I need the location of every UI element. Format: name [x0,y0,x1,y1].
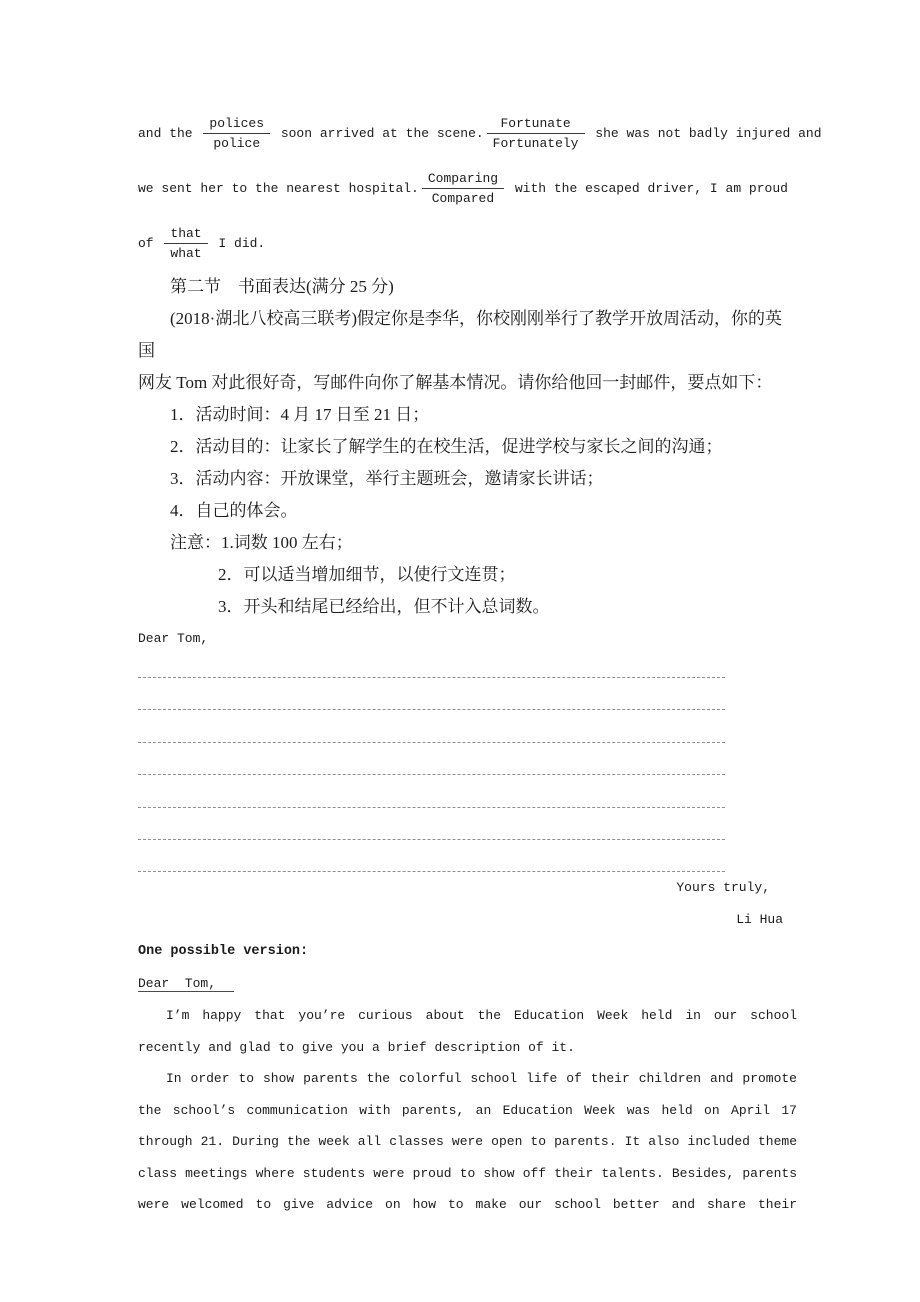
sample-essay-line: I’m happy that you’re curious about the Education Week held in our school [166,1008,797,1024]
writing-line[interactable] [138,775,725,807]
option-top: polices [203,116,270,134]
section-heading: 第二节 书面表达(满分 25 分) [170,277,394,296]
sample-salutation [138,968,797,1000]
grammar-correction-section [138,106,822,271]
correction-text: and the [138,126,201,141]
correction-text: soon arrived at the scene. [273,126,484,141]
correction-row [138,216,797,271]
word-choice-fraction [487,116,585,151]
writing-line[interactable] [138,710,725,742]
correction-text: I did. [210,236,266,251]
note-line: 3．开头和结尾已经给出，但不计入总词数。 [218,597,550,616]
correction-row [138,106,822,161]
sample-essay-line: class meetings where students were proud to show off their talents. Besides, parents [138,1165,797,1181]
letter-salutation: Dear Tom, [138,631,209,646]
correction-text: she was not badly injured and [587,126,822,141]
note-line: 注意：1.词数 100 左右； [170,533,353,552]
sample-answer-heading: One possible version: [138,944,309,960]
sample-salutation-text: Dear Tom, [138,976,234,992]
prompt-line: (2018·湖北八校高三联考)假定你是李华，你校刚刚举行了教学开放周活动，你的英国 [138,309,782,360]
writing-line[interactable] [138,678,725,710]
option-bottom: Fortunately [492,136,579,151]
correction-text: with the escaped driver, I am proud [507,181,788,196]
letter-signature: Li Hua [736,912,783,928]
answer-writing-area [138,655,725,872]
sample-essay-line: recently and glad to give you a brief description of it. [138,1039,575,1055]
option-top: that [164,226,207,244]
option-top: Comparing [422,171,504,189]
task-point: 1．活动时间：4 月 17 日至 21 日； [170,405,430,424]
writing-task-section [138,271,797,623]
option-top: Fortunate [487,116,585,134]
answer-letter-section [138,623,797,936]
correction-text: we sent her to the nearest hospital. [138,181,419,196]
letter-closing: Yours truly, [676,880,770,896]
option-bottom: what [170,246,202,261]
sample-essay-line: the school’s communication with parents, an Education Week was held on April 17 [138,1102,797,1118]
writing-line[interactable] [138,655,725,678]
task-point: 4．自己的体会。 [170,501,298,520]
writing-line[interactable] [138,743,725,775]
task-point: 2．活动目的：让家长了解学生的在校生活，促进学校与家长之间的沟通； [170,437,723,456]
correction-text: of [138,236,162,251]
writing-line[interactable] [138,808,725,840]
sample-essay-line: were welcomed to give advice on how to make our school better and share their [138,1197,797,1213]
sample-essay-line: In order to show parents the colorful school life of their children and promote [166,1071,797,1087]
word-choice-fraction [203,116,270,151]
option-bottom: Compared [431,191,495,206]
prompt-line: 网友 Tom 对此很好奇，写邮件向你了解基本情况。请你给他回一封邮件，要点如下： [138,373,773,392]
note-line: 2．可以适当增加细节，以使行文连贯； [218,565,516,584]
task-point: 3．活动内容：开放课堂，举行主题班会，邀请家长讲话； [170,469,604,488]
sample-answer-section [138,936,797,1221]
writing-line[interactable] [138,840,725,872]
word-choice-fraction [164,226,207,261]
sample-essay-line: through 21. During the week all classes were open to parents. It also included theme [138,1134,797,1150]
correction-row [138,161,797,216]
word-choice-fraction [422,171,504,206]
option-bottom: police [213,136,261,151]
